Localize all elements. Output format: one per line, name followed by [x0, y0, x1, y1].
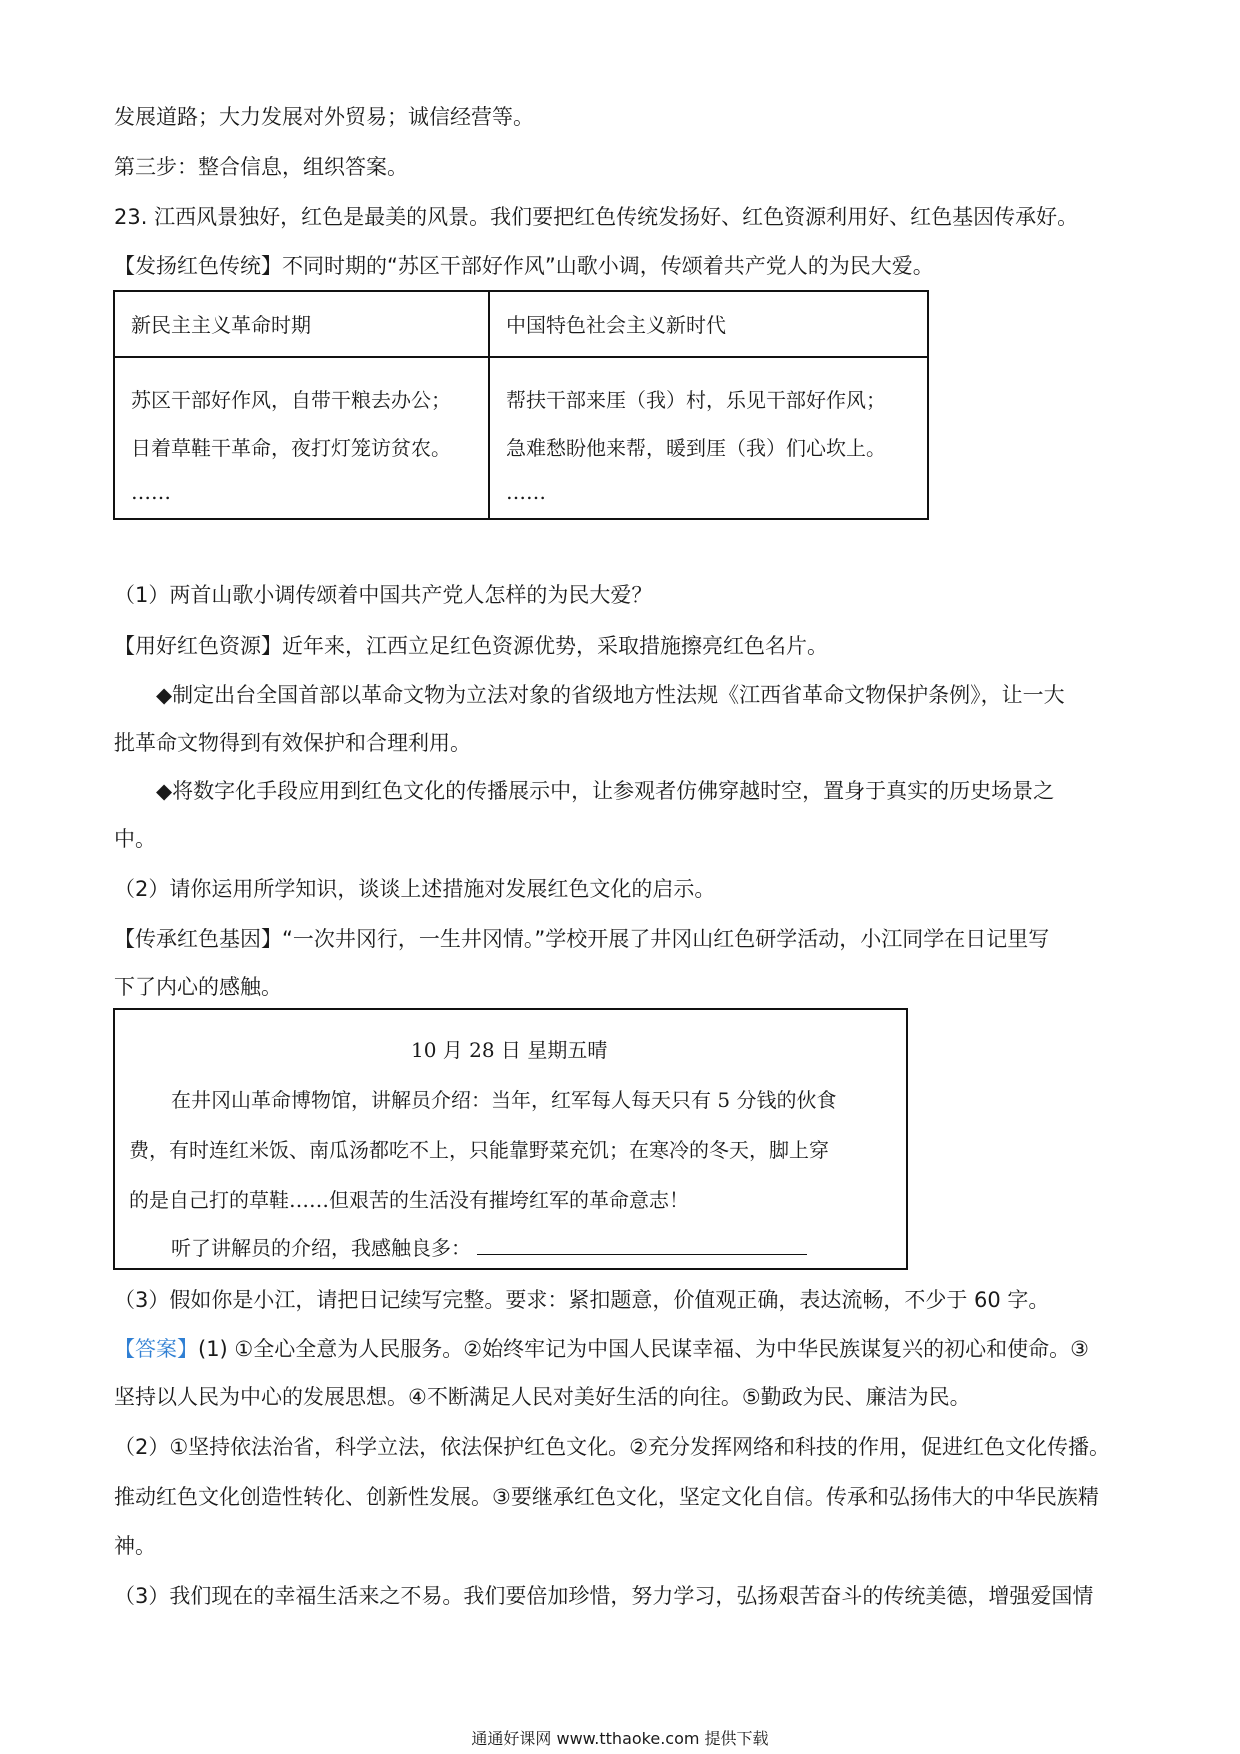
text-line: 第三步：整合信息，组织答案。	[114, 155, 408, 179]
table-cell-right	[490, 358, 927, 518]
song-line: ……	[506, 480, 546, 504]
question-1: （1）两首山歌小调传颂着中国共产党人怎样的为民大爱？	[114, 583, 653, 607]
bullet-2-cont: 中。	[114, 827, 156, 851]
diary-paragraph: 的是自己打的草鞋……但艰苦的生活没有摧垮红军的革命意志！	[129, 1188, 689, 1212]
song-line: 急难愁盼他来帮，暖到厓（我）们心坎上。	[506, 436, 886, 460]
diary-paragraph: 在井冈山革命博物馆，讲解员介绍：当年，红军每人每天只有 5 分钱的伙食	[171, 1088, 837, 1112]
answer-line: 神。	[114, 1534, 156, 1558]
table-header-right: 中国特色社会主义新时代	[490, 292, 927, 358]
song-line: 帮扶干部来厓（我）村，乐见干部好作风；	[506, 388, 886, 412]
song-line: 苏区干部好作风，自带干粮去办公；	[131, 388, 451, 412]
table-cell-left	[115, 358, 490, 518]
answer-tag: 【答案】	[114, 1337, 198, 1361]
section-heading: 【传承红色基因】“一次井冈行，一生井冈情。”学校开展了井冈山红色研学活动，小江同学在日记里写	[114, 927, 1050, 951]
song-line: ……	[131, 480, 171, 504]
table-header-left: 新民主主义革命时期	[115, 292, 490, 358]
answer-line: 推动红色文化创造性转化、创新性发展。③要继承红色文化，坚定文化自信。传承和弘扬伟大的中华民族精	[114, 1485, 1099, 1509]
diary-prompt-text: 听了讲解员的介绍，我感触良多：	[171, 1236, 471, 1260]
answer-blank[interactable]	[477, 1234, 807, 1255]
diary-prompt	[171, 1232, 807, 1261]
diary-paragraph: 费，有时连红米饭、南瓜汤都吃不上，只能靠野菜充饥；在寒冷的冬天，脚上穿	[129, 1138, 829, 1162]
question-23-stem: 23. 江西风景独好，红色是最美的风景。我们要把红色传统发扬好、红色资源利用好、红色基因传承好。	[114, 205, 1079, 229]
bullet-2: ◆将数字化手段应用到红色文化的传播展示中，让参观者仿佛穿越时空，置身于真实的历史场景之	[156, 779, 1055, 803]
answer-line: 坚持以人民为中心的发展思想。④不断满足人民对美好生活的向往。⑤勤政为民、廉洁为民。	[114, 1385, 971, 1409]
page-footer: 通通好课网 www.tthaoke.com 提供下载	[471, 1729, 769, 1748]
diary-box	[113, 1008, 908, 1270]
answer-2: （2）①坚持依法治省，科学立法，依法保护红色文化。②充分发挥网络和科技的作用，促进红色文化传播。	[114, 1435, 1111, 1459]
bullet-1: ◆制定出台全国首部以革命文物为立法对象的省级地方性法规《江西省革命文物保护条例》，让一大	[156, 683, 1065, 707]
text-line: 发展道路；大力发展对外贸易；诚信经营等。	[114, 105, 534, 129]
answer-text: (1) ①全心全意为人民服务。②始终牢记为中国人民谋幸福、为中华民族谋复兴的初心和使命。③	[198, 1337, 1089, 1361]
section-heading: 【发扬红色传统】不同时期的“苏区干部好作风”山歌小调，传颂着共产党人的为民大爱。	[114, 254, 934, 278]
question-2: （2）请你运用所学知识，谈谈上述措施对发展红色文化的启示。	[114, 877, 716, 901]
text-line: 下了内心的感触。	[114, 975, 282, 999]
question-3: （3）假如你是小江，请把日记续写完整。要求：紧扣题意，价值观正确，表达流畅，不少于 60 字。	[114, 1288, 1050, 1312]
section-heading: 【用好红色资源】近年来，江西立足红色资源优势，采取措施擦亮红色名片。	[114, 634, 828, 658]
bullet-1-cont: 批革命文物得到有效保护和合理利用。	[114, 731, 471, 755]
song-line: 日着草鞋干革命，夜打灯笼访贫农。	[131, 436, 451, 460]
diary-date: 10 月 28 日 星期五晴	[411, 1038, 608, 1062]
answer-3: （3）我们现在的幸福生活来之不易。我们要倍加珍惜，努力学习，弘扬艰苦奋斗的传统美德，增强爱国情	[114, 1584, 1094, 1608]
answer-1	[114, 1334, 1089, 1364]
song-table	[113, 290, 929, 520]
